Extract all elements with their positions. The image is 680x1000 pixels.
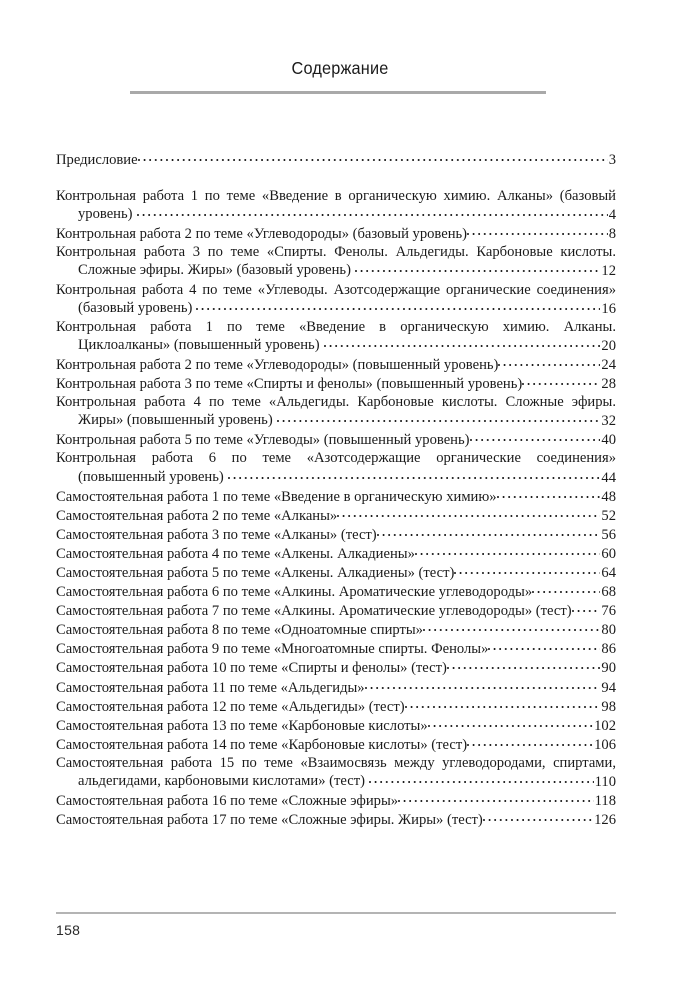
toc-entry-page-number: 52 [601, 507, 616, 524]
toc-entry[interactable] [56, 506, 616, 525]
toc-dot-leader [447, 658, 601, 672]
toc-entry-row [56, 601, 616, 620]
toc-dot-leader [532, 582, 600, 596]
toc-entry-row [56, 754, 616, 791]
toc-entry-row [56, 791, 616, 810]
toc-entry-row [56, 658, 616, 677]
toc-entry-row [56, 563, 616, 582]
toc-entry-title: Самостоятельная работа 10 по теме «Спирты и фенолы» (тест) [56, 660, 447, 677]
toc-entry[interactable] [56, 187, 616, 224]
toc-entry[interactable] [56, 658, 616, 677]
toc-entry-row [56, 735, 616, 754]
toc-entry[interactable] [56, 582, 616, 601]
toc-entry[interactable] [56, 810, 616, 829]
toc-dot-leader [337, 506, 600, 520]
toc-entry-page-number: 106 [594, 736, 616, 753]
toc-dot-leader [572, 601, 601, 615]
toc-entry-title: Самостоятельная работа 17 по теме «Сложные эфиры. Жиры» (тест) [56, 812, 483, 829]
toc-entry-title: Контрольная работа 5 по теме «Углеводы» (повышенный уровень) [56, 432, 470, 449]
toc-entry[interactable] [56, 449, 616, 486]
toc-entry-page-number: 94 [601, 679, 616, 696]
toc-entry[interactable] [56, 678, 616, 697]
toc-entry-page-number: 3 [608, 152, 616, 168]
toc-entry-title: Контрольная работа 3 по теме «Спирты. Фенолы. Альдегиды. Карбоновые кислоты. Сложные эфиры. Жиры» (базовый уровень) [56, 244, 616, 279]
footer-divider [56, 912, 616, 914]
toc-entry-page-number: 98 [601, 698, 616, 715]
toc-dot-leader [467, 224, 608, 238]
toc-entry-row [56, 639, 616, 658]
toc-entry-row [56, 150, 616, 169]
toc-entry-title: Самостоятельная работа 16 по теме «Сложные эфиры» [56, 793, 399, 810]
toc-entry[interactable] [56, 374, 616, 393]
toc-entry-page-number: 44 [601, 469, 616, 486]
toc-entry-row [56, 810, 616, 829]
toc-entry-page-number: 64 [601, 564, 616, 581]
toc-entry-title: Контрольная работа 3 по теме «Спирты и фенолы» (повышенный уровень) [56, 376, 523, 393]
toc-entry-page-number: 20 [601, 337, 616, 354]
toc-dot-leader [498, 355, 600, 369]
toc-entry[interactable] [56, 318, 616, 355]
toc-entry[interactable] [56, 150, 616, 169]
footer-page-number: 158 [56, 922, 81, 938]
title-divider [130, 91, 546, 94]
toc-entry-row [56, 355, 616, 374]
toc-entry-row [56, 544, 616, 563]
toc-dot-leader [470, 430, 601, 444]
toc-entry[interactable] [56, 430, 616, 449]
toc-entry-title: Самостоятельная работа 4 по теме «Алкены. Алкадиены» [56, 545, 415, 562]
toc-entry-row [56, 716, 616, 735]
toc-entry-title: Самостоятельная работа 2 по теме «Алканы» [56, 507, 338, 524]
toc-entry-row [56, 582, 616, 601]
toc-entry-title: Контрольная работа 2 по теме «Углеводороды» (повышенный уровень) [56, 356, 499, 373]
toc-entry-page-number: 60 [601, 545, 616, 562]
toc-entry-title: Предисловие [56, 152, 138, 168]
toc-entry-page-number: 102 [594, 717, 616, 734]
toc-entry-page-number: 56 [601, 526, 616, 543]
toc-entry-page-number: 12 [601, 263, 616, 280]
toc-entry-title: Контрольная работа 6 по теме «Азотсодержащие органические соединения» (повышенный уровень) [56, 450, 616, 485]
toc-entry-title: Самостоятельная работа 9 по теме «Многоатомные спирты. Фенолы» [56, 641, 489, 658]
toc-entry-title: Самостоятельная работа 8 по теме «Одноатомные спирты» [56, 622, 423, 639]
toc-dot-leader [483, 810, 593, 824]
toc-entry-row [56, 281, 616, 318]
toc-entry-row [56, 243, 616, 280]
toc-entry-title: Контрольная работа 4 по теме «Углеводы. Азотсодержащие органические соединения» (базовый уровень) [56, 281, 616, 316]
toc-entry-page-number: 118 [594, 793, 616, 810]
toc-entry[interactable] [56, 601, 616, 620]
toc-entry[interactable] [56, 716, 616, 735]
toc-entry-row [56, 697, 616, 716]
toc-dot-leader [138, 150, 608, 164]
toc-entry-title: Самостоятельная работа 7 по теме «Алкины. Ароматические углеводороды» (тест) [56, 603, 572, 620]
toc-dot-leader [522, 374, 600, 388]
toc-dot-leader [365, 678, 601, 692]
toc-dot-leader [488, 639, 600, 653]
toc-entry-page-number: 110 [594, 774, 616, 790]
toc-entry-page-number: 76 [601, 603, 616, 620]
toc-entry[interactable] [56, 544, 616, 563]
toc-entry[interactable] [56, 697, 616, 716]
toc-dot-leader [497, 487, 601, 501]
toc-dot-leader [405, 697, 601, 711]
toc-entry-title: Контрольная работа 1 по теме «Введение в органическую химию. Алканы» (базовый уровень) [56, 188, 616, 223]
toc-entry-row [56, 393, 616, 430]
toc-dot-leader [415, 544, 601, 558]
toc-entry-row [56, 430, 616, 449]
toc-entry[interactable] [56, 487, 616, 506]
toc-entry-row [56, 620, 616, 639]
toc-entry-title: Самостоятельная работа 3 по теме «Алканы» (тест) [56, 526, 377, 543]
page-title: Содержание [291, 58, 389, 78]
toc-entry-row [56, 318, 616, 355]
toc-entry-title: Контрольная работа 4 по теме «Альдегиды. Карбоновые кислоты. Сложные эфиры. Жиры» (повышенный уровень) [56, 394, 616, 429]
toc-dot-leader [377, 525, 601, 539]
toc-entry-title: Самостоятельная работа 14 по теме «Карбоновые кислоты» (тест) [56, 736, 468, 753]
toc-entry[interactable] [56, 243, 616, 280]
toc-entry-page-number: 32 [601, 413, 616, 430]
toc-dot-leader [398, 791, 594, 805]
toc-entry-page-number: 68 [601, 584, 616, 601]
toc-entry-page-number: 16 [601, 300, 616, 317]
toc-entry-page-number: 86 [601, 641, 616, 658]
toc-entry-row [56, 374, 616, 393]
toc-entry-row [56, 449, 616, 486]
toc-entry-row [56, 678, 616, 697]
table-of-contents [56, 150, 616, 829]
toc-entry-title: Самостоятельная работа 13 по теме «Карбоновые кислоты» [56, 717, 428, 734]
toc-dot-leader [454, 563, 600, 577]
toc-entry[interactable] [56, 281, 616, 318]
toc-entry-row [56, 187, 616, 224]
toc-entry-page-number: 40 [601, 432, 616, 449]
toc-entry[interactable] [56, 355, 616, 374]
toc-entry-page-number: 8 [608, 226, 616, 243]
toc-entry-title: Контрольная работа 2 по теме «Углеводороды» (базовый уровень) [56, 226, 468, 243]
toc-dot-leader [423, 620, 600, 634]
toc-entry[interactable] [56, 639, 616, 658]
toc-entry-row [56, 224, 616, 243]
toc-entry-title: Самостоятельная работа 12 по теме «Альдегиды» (тест) [56, 698, 405, 715]
toc-entry[interactable] [56, 754, 616, 791]
toc-entry[interactable] [56, 224, 616, 243]
toc-entry-page-number: 48 [601, 488, 616, 505]
toc-entry[interactable] [56, 563, 616, 582]
toc-entry-page-number: 126 [594, 812, 616, 829]
toc-entry-row [56, 506, 616, 525]
toc-entry-row [56, 487, 616, 506]
toc-entry-title: Самостоятельная работа 1 по теме «Введение в органическую химию» [56, 488, 497, 505]
toc-entry-page-number: 90 [601, 660, 616, 677]
toc-entry[interactable] [56, 393, 616, 430]
toc-entry-title: Самостоятельная работа 15 по теме «Взаимосвязь между углеводородами, спиртами, альдегидами, карбоновыми кислотами» (тест) [56, 754, 616, 789]
toc-entry[interactable] [56, 791, 616, 810]
toc-entry[interactable] [56, 525, 616, 544]
toc-entry-page-number: 80 [601, 622, 616, 639]
toc-entry-row [56, 525, 616, 544]
toc-entry-title: Самостоятельная работа 5 по теме «Алкены. Алкадиены» (тест) [56, 564, 455, 581]
toc-entry-title: Самостоятельная работа 6 по теме «Алкины. Ароматические углеводороды» [56, 584, 533, 601]
toc-entry[interactable] [56, 735, 616, 754]
toc-entry-page-number: 28 [601, 376, 616, 393]
toc-dot-leader [428, 716, 593, 730]
toc-entry-title: Контрольная работа 1 по теме «Введение в органическую химию. Алканы. Циклоалканы» (повышенный уровень) [56, 318, 616, 353]
toc-entry-title: Самостоятельная работа 11 по теме «Альдегиды» [56, 679, 365, 696]
toc-entry-page-number: 4 [608, 207, 616, 224]
toc-dot-leader [467, 735, 593, 749]
toc-entry-page-number: 24 [601, 356, 616, 373]
toc-entry[interactable] [56, 620, 616, 639]
